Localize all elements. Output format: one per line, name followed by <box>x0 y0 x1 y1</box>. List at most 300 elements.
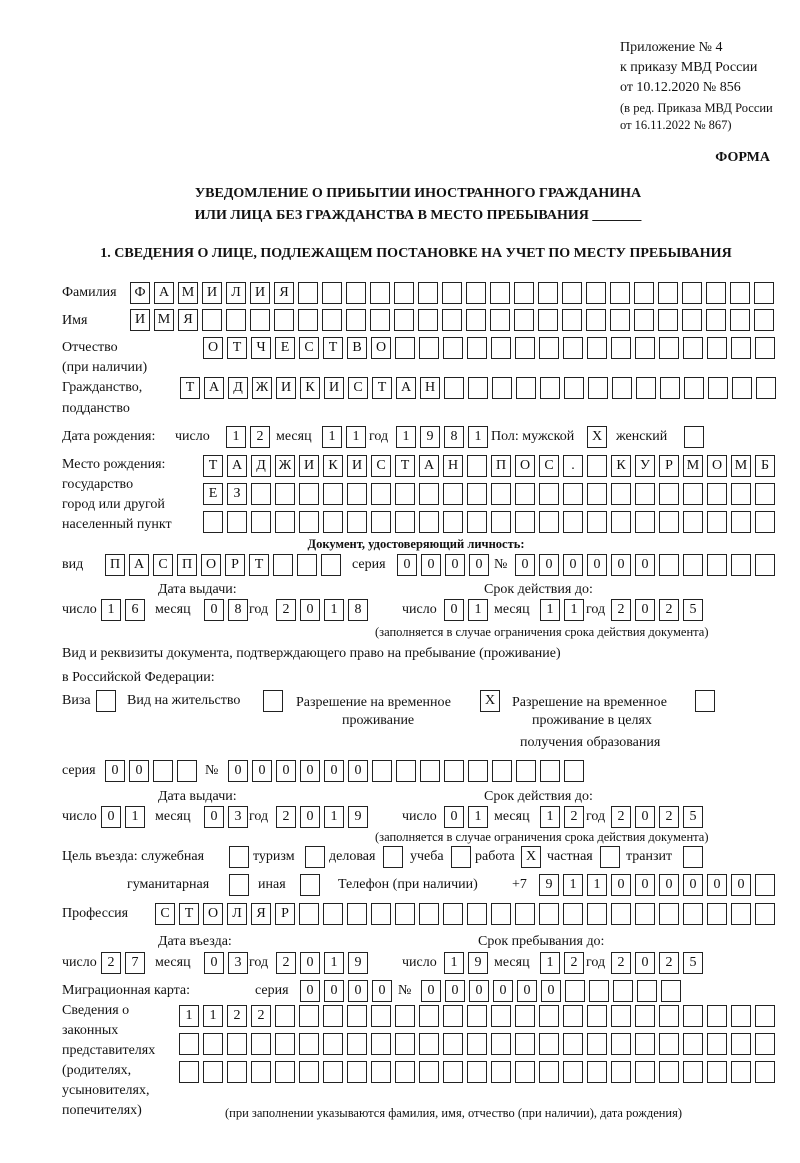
day-cell[interactable]: 0 <box>444 806 464 828</box>
year-cell[interactable]: 8 <box>348 599 368 621</box>
mc-series-cell[interactable]: 0 <box>324 980 344 1002</box>
doc-kind-cell[interactable]: Р <box>225 554 245 576</box>
representatives-cell[interactable] <box>491 1033 511 1055</box>
res-number-cell[interactable] <box>396 760 416 782</box>
name-cell[interactable] <box>394 309 414 331</box>
profession-cell[interactable] <box>467 903 487 925</box>
representatives-cell[interactable] <box>659 1033 679 1055</box>
citizenship-cell[interactable]: И <box>324 377 344 399</box>
representatives-cell[interactable] <box>731 1005 751 1027</box>
citizenship-cell[interactable] <box>588 377 608 399</box>
surname-cell[interactable] <box>466 282 486 304</box>
representatives-cell[interactable] <box>515 1061 535 1083</box>
mc-number-cell[interactable] <box>637 980 657 1002</box>
doc-number-cell[interactable] <box>731 554 751 576</box>
profession-cell[interactable] <box>491 903 511 925</box>
name-cell[interactable] <box>538 309 558 331</box>
birthplace-cell[interactable] <box>707 511 727 533</box>
birthplace-cell[interactable] <box>467 483 487 505</box>
res-number-cell[interactable] <box>492 760 512 782</box>
citizenship-cell[interactable] <box>564 377 584 399</box>
phone-cell[interactable]: 0 <box>683 874 703 896</box>
mc-number-cell[interactable]: 0 <box>517 980 537 1002</box>
surname-cell[interactable] <box>634 282 654 304</box>
representatives-cell[interactable] <box>395 1005 415 1027</box>
year-cell[interactable]: 0 <box>300 952 320 974</box>
name-cell[interactable] <box>202 309 222 331</box>
year-cell[interactable]: 5 <box>683 806 703 828</box>
name-cell[interactable]: И <box>130 309 150 331</box>
name-cell[interactable] <box>586 309 606 331</box>
birthplace-cell[interactable] <box>395 511 415 533</box>
representatives-cell[interactable] <box>683 1061 703 1083</box>
patronymic-cell[interactable] <box>491 337 511 359</box>
birthplace-cell[interactable] <box>539 511 559 533</box>
profession-cell[interactable]: Р <box>275 903 295 925</box>
patronymic-cell[interactable]: С <box>299 337 319 359</box>
doc-number-cell[interactable] <box>683 554 703 576</box>
representatives-cell[interactable]: 1 <box>179 1005 199 1027</box>
citizenship-cell[interactable] <box>492 377 512 399</box>
temporary-residence-checkbox[interactable] <box>480 690 500 712</box>
birthplace-cell[interactable] <box>467 455 487 477</box>
birthplace-cell[interactable]: С <box>371 455 391 477</box>
surname-cell[interactable] <box>730 282 750 304</box>
representatives-cell[interactable] <box>491 1005 511 1027</box>
representatives-cell[interactable] <box>755 1061 775 1083</box>
doc-kind-cell[interactable]: О <box>201 554 221 576</box>
birthplace-cell[interactable] <box>659 511 679 533</box>
patronymic-cell[interactable] <box>635 337 655 359</box>
representatives-cell[interactable] <box>347 1033 367 1055</box>
birthplace-cell[interactable]: С <box>539 455 559 477</box>
res-number-cell[interactable] <box>540 760 560 782</box>
year-cell[interactable]: 0 <box>300 806 320 828</box>
citizenship-cell[interactable]: И <box>276 377 296 399</box>
patronymic-cell[interactable] <box>395 337 415 359</box>
profession-cell[interactable] <box>587 903 607 925</box>
birthplace-cell[interactable] <box>563 483 583 505</box>
surname-cell[interactable]: Ф <box>130 282 150 304</box>
surname-cell[interactable] <box>370 282 390 304</box>
patronymic-cell[interactable]: Т <box>227 337 247 359</box>
surname-cell[interactable]: А <box>154 282 174 304</box>
doc-kind-cell[interactable]: С <box>153 554 173 576</box>
profession-cell[interactable]: Л <box>227 903 247 925</box>
doc-number-cell[interactable]: 0 <box>563 554 583 576</box>
patronymic-cell[interactable] <box>659 337 679 359</box>
year-cell[interactable]: 8 <box>444 426 464 448</box>
other-checkbox[interactable] <box>300 874 320 896</box>
birthplace-cell[interactable]: Д <box>251 455 271 477</box>
birthplace-cell[interactable] <box>275 483 295 505</box>
doc-series-cell[interactable]: 0 <box>397 554 417 576</box>
year-cell[interactable]: 2 <box>659 952 679 974</box>
profession-cell[interactable] <box>611 903 631 925</box>
mc-number-cell[interactable]: 0 <box>469 980 489 1002</box>
representatives-cell[interactable] <box>707 1061 727 1083</box>
representatives-cell[interactable] <box>635 1033 655 1055</box>
patronymic-cell[interactable]: В <box>347 337 367 359</box>
phone-cell[interactable]: 0 <box>707 874 727 896</box>
citizenship-cell[interactable]: К <box>300 377 320 399</box>
birthplace-cell[interactable] <box>347 483 367 505</box>
day-cell[interactable]: 2 <box>250 426 270 448</box>
representatives-cell[interactable] <box>443 1033 463 1055</box>
work-checkbox[interactable] <box>521 846 541 868</box>
surname-cell[interactable]: И <box>202 282 222 304</box>
name-cell[interactable] <box>514 309 534 331</box>
name-cell[interactable] <box>682 309 702 331</box>
year-cell[interactable]: 0 <box>300 599 320 621</box>
surname-cell[interactable] <box>418 282 438 304</box>
representatives-cell[interactable] <box>227 1033 247 1055</box>
birthplace-cell[interactable] <box>419 483 439 505</box>
year-cell[interactable]: 2 <box>611 952 631 974</box>
surname-cell[interactable] <box>322 282 342 304</box>
profession-cell[interactable] <box>539 903 559 925</box>
res-number-cell[interactable] <box>516 760 536 782</box>
residence-permit-checkbox[interactable] <box>263 690 283 712</box>
surname-cell[interactable] <box>706 282 726 304</box>
year-cell[interactable]: 2 <box>276 952 296 974</box>
representatives-cell[interactable] <box>299 1005 319 1027</box>
citizenship-cell[interactable] <box>684 377 704 399</box>
name-cell[interactable] <box>298 309 318 331</box>
visa-checkbox[interactable] <box>96 690 116 712</box>
patronymic-cell[interactable] <box>563 337 583 359</box>
representatives-cell[interactable] <box>371 1061 391 1083</box>
profession-cell[interactable] <box>323 903 343 925</box>
citizenship-cell[interactable] <box>516 377 536 399</box>
temporary-residence-education-checkbox[interactable] <box>695 690 715 712</box>
surname-cell[interactable] <box>442 282 462 304</box>
profession-cell[interactable] <box>683 903 703 925</box>
profession-cell[interactable] <box>299 903 319 925</box>
representatives-cell[interactable] <box>755 1033 775 1055</box>
birthplace-cell[interactable] <box>587 455 607 477</box>
surname-cell[interactable] <box>562 282 582 304</box>
citizenship-cell[interactable] <box>636 377 656 399</box>
representatives-cell[interactable] <box>755 1005 775 1027</box>
citizenship-cell[interactable] <box>444 377 464 399</box>
res-number-cell[interactable]: 0 <box>252 760 272 782</box>
name-cell[interactable] <box>418 309 438 331</box>
surname-cell[interactable]: Л <box>226 282 246 304</box>
humanitarian-checkbox[interactable] <box>229 874 249 896</box>
patronymic-cell[interactable] <box>515 337 535 359</box>
birthplace-cell[interactable]: Н <box>443 455 463 477</box>
year-cell[interactable]: 5 <box>683 952 703 974</box>
day-cell[interactable]: 0 <box>444 599 464 621</box>
day-cell[interactable]: 1 <box>444 952 464 974</box>
citizenship-cell[interactable]: С <box>348 377 368 399</box>
profession-cell[interactable] <box>659 903 679 925</box>
representatives-cell[interactable] <box>323 1061 343 1083</box>
surname-cell[interactable]: И <box>250 282 270 304</box>
year-cell[interactable]: 2 <box>276 599 296 621</box>
name-cell[interactable]: Я <box>178 309 198 331</box>
birthplace-cell[interactable] <box>299 483 319 505</box>
birthplace-cell[interactable]: К <box>323 455 343 477</box>
birthplace-cell[interactable] <box>731 483 751 505</box>
representatives-cell[interactable] <box>443 1005 463 1027</box>
patronymic-cell[interactable] <box>539 337 559 359</box>
phone-cell[interactable]: 0 <box>611 874 631 896</box>
name-cell[interactable] <box>754 309 774 331</box>
citizenship-cell[interactable] <box>732 377 752 399</box>
representatives-cell[interactable] <box>275 1033 295 1055</box>
birthplace-cell[interactable] <box>755 511 775 533</box>
profession-cell[interactable]: С <box>155 903 175 925</box>
name-cell[interactable] <box>250 309 270 331</box>
name-cell[interactable]: М <box>154 309 174 331</box>
day-cell[interactable]: 1 <box>101 599 121 621</box>
birthplace-cell[interactable]: О <box>707 455 727 477</box>
birthplace-cell[interactable]: . <box>563 455 583 477</box>
representatives-cell[interactable] <box>179 1033 199 1055</box>
representatives-cell[interactable] <box>251 1061 271 1083</box>
private-checkbox[interactable] <box>600 846 620 868</box>
res-number-cell[interactable] <box>444 760 464 782</box>
birthplace-cell[interactable] <box>659 483 679 505</box>
citizenship-cell[interactable]: Т <box>180 377 200 399</box>
profession-cell[interactable] <box>371 903 391 925</box>
day-cell[interactable]: 6 <box>125 599 145 621</box>
profession-cell[interactable] <box>419 903 439 925</box>
representatives-cell[interactable] <box>515 1005 535 1027</box>
birthplace-cell[interactable] <box>683 511 703 533</box>
representatives-cell[interactable] <box>635 1061 655 1083</box>
surname-cell[interactable] <box>394 282 414 304</box>
birthplace-cell[interactable]: К <box>611 455 631 477</box>
day-cell[interactable]: 1 <box>125 806 145 828</box>
year-cell[interactable]: 9 <box>348 952 368 974</box>
birthplace-cell[interactable]: Е <box>203 483 223 505</box>
patronymic-cell[interactable] <box>731 337 751 359</box>
representatives-cell[interactable] <box>611 1005 631 1027</box>
doc-kind-cell[interactable] <box>273 554 293 576</box>
name-cell[interactable] <box>658 309 678 331</box>
doc-kind-cell[interactable]: Т <box>249 554 269 576</box>
profession-cell[interactable] <box>731 903 751 925</box>
month-cell[interactable]: 8 <box>228 599 248 621</box>
phone-cell[interactable]: 0 <box>635 874 655 896</box>
birthplace-cell[interactable]: Р <box>659 455 679 477</box>
day-cell[interactable]: 9 <box>468 952 488 974</box>
representatives-cell[interactable] <box>347 1061 367 1083</box>
business-checkbox[interactable] <box>383 846 403 868</box>
male-checkbox[interactable] <box>587 426 607 448</box>
representatives-cell[interactable] <box>371 1005 391 1027</box>
birthplace-cell[interactable] <box>299 511 319 533</box>
citizenship-cell[interactable] <box>756 377 776 399</box>
res-number-cell[interactable]: 0 <box>324 760 344 782</box>
birthplace-cell[interactable]: И <box>299 455 319 477</box>
representatives-cell[interactable] <box>443 1061 463 1083</box>
patronymic-cell[interactable] <box>587 337 607 359</box>
representatives-cell[interactable]: 2 <box>251 1005 271 1027</box>
birthplace-cell[interactable] <box>251 483 271 505</box>
representatives-cell[interactable] <box>203 1061 223 1083</box>
representatives-cell[interactable] <box>587 1005 607 1027</box>
birthplace-cell[interactable]: З <box>227 483 247 505</box>
patronymic-cell[interactable] <box>419 337 439 359</box>
birthplace-cell[interactable] <box>467 511 487 533</box>
citizenship-cell[interactable] <box>468 377 488 399</box>
year-cell[interactable]: 2 <box>659 599 679 621</box>
year-cell[interactable]: 9 <box>420 426 440 448</box>
citizenship-cell[interactable]: А <box>396 377 416 399</box>
month-cell[interactable]: 0 <box>204 806 224 828</box>
transit-checkbox[interactable] <box>683 846 703 868</box>
representatives-cell[interactable] <box>395 1061 415 1083</box>
citizenship-cell[interactable]: Д <box>228 377 248 399</box>
citizenship-cell[interactable]: Н <box>420 377 440 399</box>
representatives-cell[interactable] <box>731 1033 751 1055</box>
study-checkbox[interactable] <box>451 846 471 868</box>
representatives-cell[interactable] <box>275 1005 295 1027</box>
birthplace-cell[interactable] <box>587 483 607 505</box>
representatives-cell[interactable] <box>563 1033 583 1055</box>
representatives-cell[interactable] <box>491 1061 511 1083</box>
doc-series-cell[interactable]: 0 <box>421 554 441 576</box>
res-number-cell[interactable] <box>564 760 584 782</box>
citizenship-cell[interactable]: Ж <box>252 377 272 399</box>
day-cell[interactable]: 1 <box>468 806 488 828</box>
month-cell[interactable]: 2 <box>564 806 584 828</box>
name-cell[interactable] <box>490 309 510 331</box>
day-cell[interactable]: 0 <box>101 806 121 828</box>
profession-cell[interactable]: Я <box>251 903 271 925</box>
birthplace-cell[interactable]: Т <box>203 455 223 477</box>
name-cell[interactable] <box>466 309 486 331</box>
phone-cell[interactable] <box>755 874 775 896</box>
representatives-cell[interactable] <box>419 1005 439 1027</box>
month-cell[interactable]: 1 <box>346 426 366 448</box>
profession-cell[interactable] <box>395 903 415 925</box>
doc-series-cell[interactable]: 0 <box>469 554 489 576</box>
representatives-cell[interactable] <box>323 1033 343 1055</box>
birthplace-cell[interactable]: Ж <box>275 455 295 477</box>
res-number-cell[interactable]: 0 <box>348 760 368 782</box>
res-number-cell[interactable] <box>420 760 440 782</box>
birthplace-cell[interactable] <box>491 511 511 533</box>
birthplace-cell[interactable] <box>251 511 271 533</box>
month-cell[interactable]: 1 <box>564 599 584 621</box>
res-series-cell[interactable]: 0 <box>129 760 149 782</box>
representatives-cell[interactable] <box>563 1061 583 1083</box>
birthplace-cell[interactable] <box>635 511 655 533</box>
profession-cell[interactable] <box>563 903 583 925</box>
year-cell[interactable]: 1 <box>468 426 488 448</box>
birthplace-cell[interactable]: Т <box>395 455 415 477</box>
name-cell[interactable] <box>610 309 630 331</box>
day-cell[interactable]: 2 <box>101 952 121 974</box>
patronymic-cell[interactable] <box>467 337 487 359</box>
surname-cell[interactable] <box>682 282 702 304</box>
representatives-cell[interactable] <box>179 1061 199 1083</box>
surname-cell[interactable]: М <box>178 282 198 304</box>
doc-number-cell[interactable]: 0 <box>611 554 631 576</box>
doc-kind-cell[interactable] <box>297 554 317 576</box>
surname-cell[interactable] <box>298 282 318 304</box>
year-cell[interactable]: 1 <box>396 426 416 448</box>
representatives-cell[interactable] <box>707 1033 727 1055</box>
representatives-cell[interactable] <box>227 1061 247 1083</box>
res-number-cell[interactable]: 0 <box>300 760 320 782</box>
birthplace-cell[interactable]: И <box>347 455 367 477</box>
birthplace-cell[interactable] <box>539 483 559 505</box>
doc-number-cell[interactable]: 0 <box>539 554 559 576</box>
birthplace-cell[interactable] <box>395 483 415 505</box>
birthplace-cell[interactable]: П <box>491 455 511 477</box>
month-cell[interactable]: 2 <box>564 952 584 974</box>
mc-series-cell[interactable]: 0 <box>372 980 392 1002</box>
representatives-cell[interactable] <box>347 1005 367 1027</box>
birthplace-cell[interactable] <box>275 511 295 533</box>
surname-cell[interactable] <box>538 282 558 304</box>
year-cell[interactable]: 2 <box>611 806 631 828</box>
day-cell[interactable]: 1 <box>226 426 246 448</box>
representatives-cell[interactable] <box>587 1033 607 1055</box>
year-cell[interactable]: 1 <box>324 952 344 974</box>
month-cell[interactable]: 1 <box>540 952 560 974</box>
year-cell[interactable]: 0 <box>635 806 655 828</box>
birthplace-cell[interactable]: М <box>683 455 703 477</box>
year-cell[interactable]: 0 <box>635 599 655 621</box>
doc-series-cell[interactable]: 0 <box>445 554 465 576</box>
patronymic-cell[interactable] <box>683 337 703 359</box>
doc-number-cell[interactable] <box>755 554 775 576</box>
year-cell[interactable]: 1 <box>324 599 344 621</box>
patronymic-cell[interactable]: О <box>371 337 391 359</box>
representatives-cell[interactable] <box>299 1061 319 1083</box>
birthplace-cell[interactable] <box>563 511 583 533</box>
year-cell[interactable]: 2 <box>276 806 296 828</box>
mc-number-cell[interactable]: 0 <box>445 980 465 1002</box>
month-cell[interactable]: 3 <box>228 806 248 828</box>
mc-number-cell[interactable]: 0 <box>421 980 441 1002</box>
doc-number-cell[interactable] <box>707 554 727 576</box>
surname-cell[interactable]: Я <box>274 282 294 304</box>
birthplace-cell[interactable] <box>491 483 511 505</box>
representatives-cell[interactable] <box>659 1005 679 1027</box>
birthplace-cell[interactable]: А <box>227 455 247 477</box>
representatives-cell[interactable] <box>611 1061 631 1083</box>
representatives-cell[interactable] <box>419 1033 439 1055</box>
mc-number-cell[interactable] <box>589 980 609 1002</box>
profession-cell[interactable] <box>347 903 367 925</box>
profession-cell[interactable] <box>635 903 655 925</box>
profession-cell[interactable]: О <box>203 903 223 925</box>
representatives-cell[interactable] <box>731 1061 751 1083</box>
name-cell[interactable] <box>274 309 294 331</box>
birthplace-cell[interactable] <box>347 511 367 533</box>
day-cell[interactable]: 1 <box>468 599 488 621</box>
birthplace-cell[interactable] <box>587 511 607 533</box>
surname-cell[interactable] <box>490 282 510 304</box>
surname-cell[interactable] <box>586 282 606 304</box>
patronymic-cell[interactable]: Ч <box>251 337 271 359</box>
mc-series-cell[interactable]: 0 <box>348 980 368 1002</box>
birthplace-cell[interactable] <box>203 511 223 533</box>
birthplace-cell[interactable] <box>443 483 463 505</box>
representatives-cell[interactable] <box>323 1005 343 1027</box>
representatives-cell[interactable] <box>659 1061 679 1083</box>
representatives-cell[interactable]: 2 <box>227 1005 247 1027</box>
profession-cell[interactable] <box>707 903 727 925</box>
